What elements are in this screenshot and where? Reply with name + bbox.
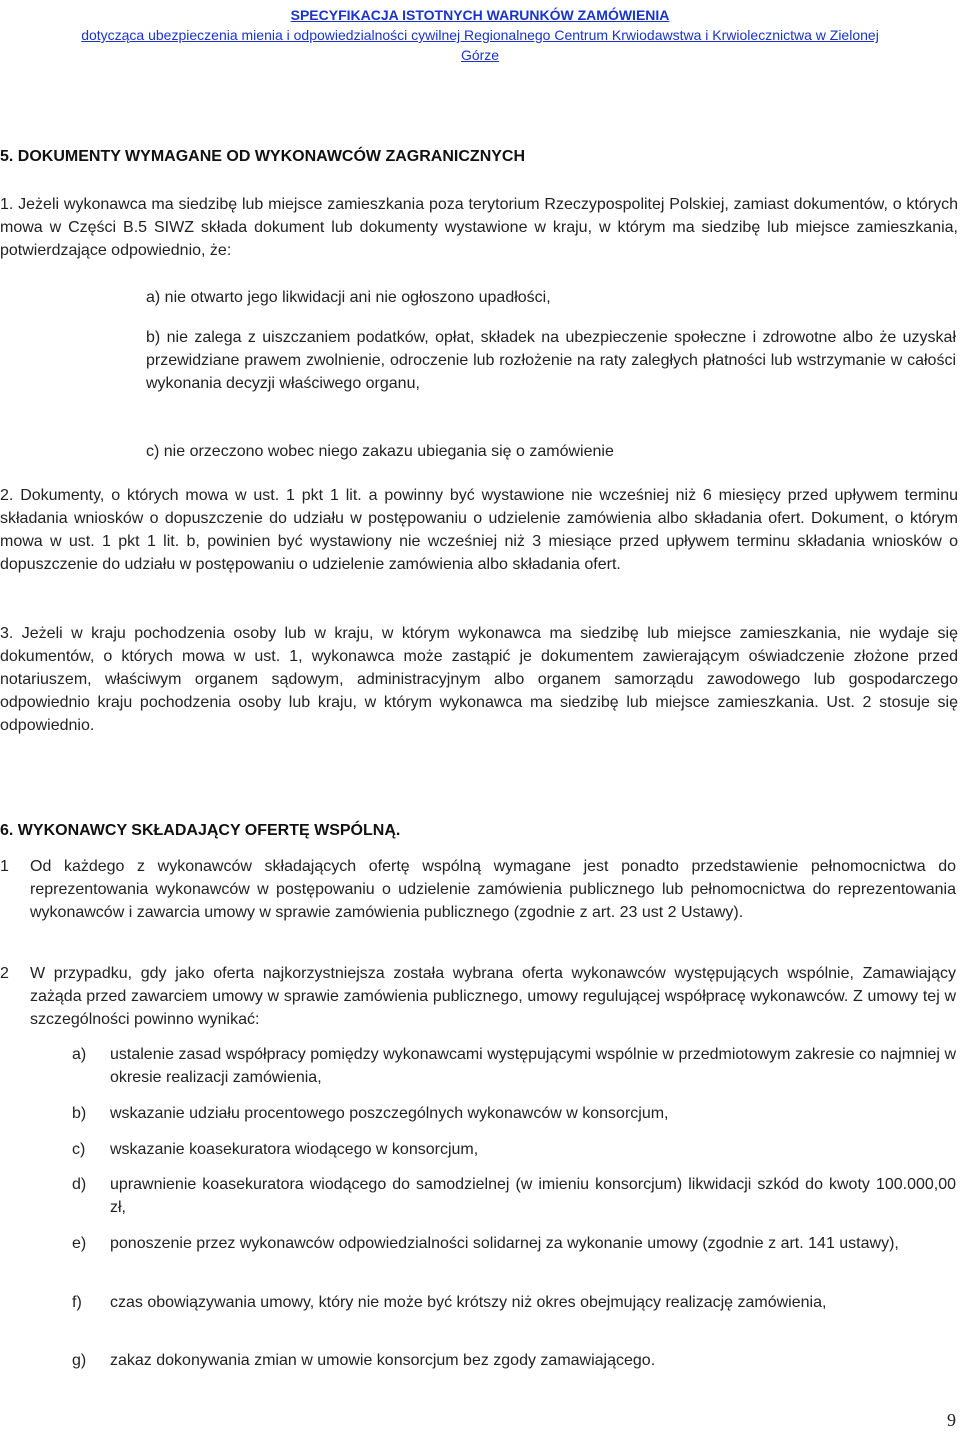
section-6-paragraph-1: Od każdego z wykonawców składających ofertę wspólną wymagane jest ponadto przedstawienie pełnomocnictwa do reprezentowania wykonawców w postępowaniu o udzielenie zamówienia publicznego lub pełnomocnictwa do reprezentowania wykonawców i zawarcia umowy w sprawie zamówienia publicznego (zgodnie z art. 23 ust 2 Ustawy). [30,858,956,921]
list-item-text: uprawnienie koasekuratora wiodącego do samodzielnej (w imieniu konsorcjum) likwidacji szkód do kwoty 100.000,00 zł, [110,1176,956,1216]
header-subtitle [0,25,960,65]
section-5-heading: 5. DOKUMENTY WYMAGANE OD WYKONAWCÓW ZAGRANICZNYCH [0,148,526,165]
list-item-label: f) [72,1294,82,1311]
section-6-paragraph-2: W przypadku, gdy jako oferta najkorzystniejsza została wybrana oferta wykonawców występujących wspólnie, Zamawiający zażąda przed zawarciem umowy w sprawie zamówienia publicznego, umowy regulującej współpracę wykonawców. Z umowy tej w szczególności powinno wynikać: [30,965,956,1028]
list-item-text: czas obowiązywania umowy, który nie może być krótszy niż okres obejmujący realizację zamówienia, [110,1294,827,1311]
list-item-label: g) [72,1352,87,1369]
header-subtitle-line1: dotycząca ubezpieczenia mienia i odpowiedzialności cywilnej Regionalnego Centrum Krwiodawstwa i Krwiolecznictwa w Zielonej [81,27,879,43]
list-item-text: ponoszenie przez wykonawców odpowiedzialności solidarnej za wykonanie umowy (zgodnie z art. 141 ustawy), [110,1235,899,1252]
list-item-text: wskazanie udziału procentowego poszczególnych wykonawców w konsorcjum, [110,1105,669,1122]
section-5-paragraph-3: 3. Jeżeli w kraju pochodzenia osoby lub w kraju, w którym wykonawca ma siedzibę lub miejsce zamieszkania, nie wydaje się dokumentów, o których mowa w ust. 1, wykonawca może zastąpić je dokumentem zawierającym oświadczenie złożone przed notariuszem, właściwym organem sądowym, administracyjnym albo organem samorządu zawodowego lub gospodarczego odpowiednio kraju pochodzenia osoby lub kraju, w którym wykonawca ma siedzibę lub miejsce zamieszkania. Ust. 2 stosuje się odpowiednio. [0,625,958,734]
section-5-item-a: a) nie otwarto jego likwidacji ani nie ogłoszono upadłości, [146,289,551,306]
list-item-text: zakaz dokonywania zmian w umowie konsorcjum bez zgody zamawiającego. [110,1352,656,1369]
list-item-label: e) [72,1235,87,1252]
section-5-item-c: c) nie orzeczono wobec niego zakazu ubiegania się o zamówienie [146,443,614,460]
section-5-paragraph-2: 2. Dokumenty, o których mowa w ust. 1 pkt 1 lit. a powinny być wystawione nie wcześniej niż 6 miesięcy przed upływem terminu składania wniosków o dopuszczenie do udziału w postępowaniu o udzielenie zamówienia albo składania ofert. Dokument, o którym mowa w ust. 1 pkt 1 lit. b, powinien być wystawiony nie wcześniej niż 3 miesiące przed upływem terminu składania wniosków o dopuszczenie do udziału w postępowaniu o udzielenie zamówienia albo składania ofert. [0,487,958,573]
list-item-text: ustalenie zasad współpracy pomiędzy wykonawcami występującymi wspólnie w przedmiotowym zakresie co najmniej w okresie realizacji zamówienia, [110,1046,956,1086]
section-5-item-b: b) nie zalega z uiszczaniem podatków, opłat, składek na ubezpieczenie społeczne i zdrowotne albo że uzyskał przewidziane prawem zwolnienie, odroczenie lub rozłożenie na raty zaległych płatności lub wstrzymanie w całości wykonania decyzji właściwego organu, [146,329,956,392]
section-6-number-1: 1 [0,858,9,875]
list-item-label: c) [72,1141,86,1158]
section-6-number-2: 2 [0,965,9,982]
list-item-label: b) [72,1105,87,1122]
section-5-paragraph-1: 1. Jeżeli wykonawca ma siedzibę lub miejsce zamieszkania poza terytorium Rzeczypospolitej Polskiej, zamiast dokumentów, o których mowa w Części B.5 SIWZ składa dokument lub dokumenty wystawione w kraju, w którym ma siedzibę lub miejsce zamieszkania, potwierdzające odpowiednio, że: [0,196,958,259]
list-item-label: d) [72,1176,87,1193]
section-6-heading: 6. WYKONAWCY SKŁADAJĄCY OFERTĘ WSPÓLNĄ. [0,822,401,839]
list-item-text: wskazanie koasekuratora wiodącego w konsorcjum, [110,1141,479,1158]
header-subtitle-line2: Górze [460,47,500,63]
header-title: SPECYFIKACJA ISTOTNYCH WARUNKÓW ZAMÓWIENIA [290,7,670,23]
page-number: 9 [947,1410,956,1430]
list-item-label: a) [72,1046,87,1063]
